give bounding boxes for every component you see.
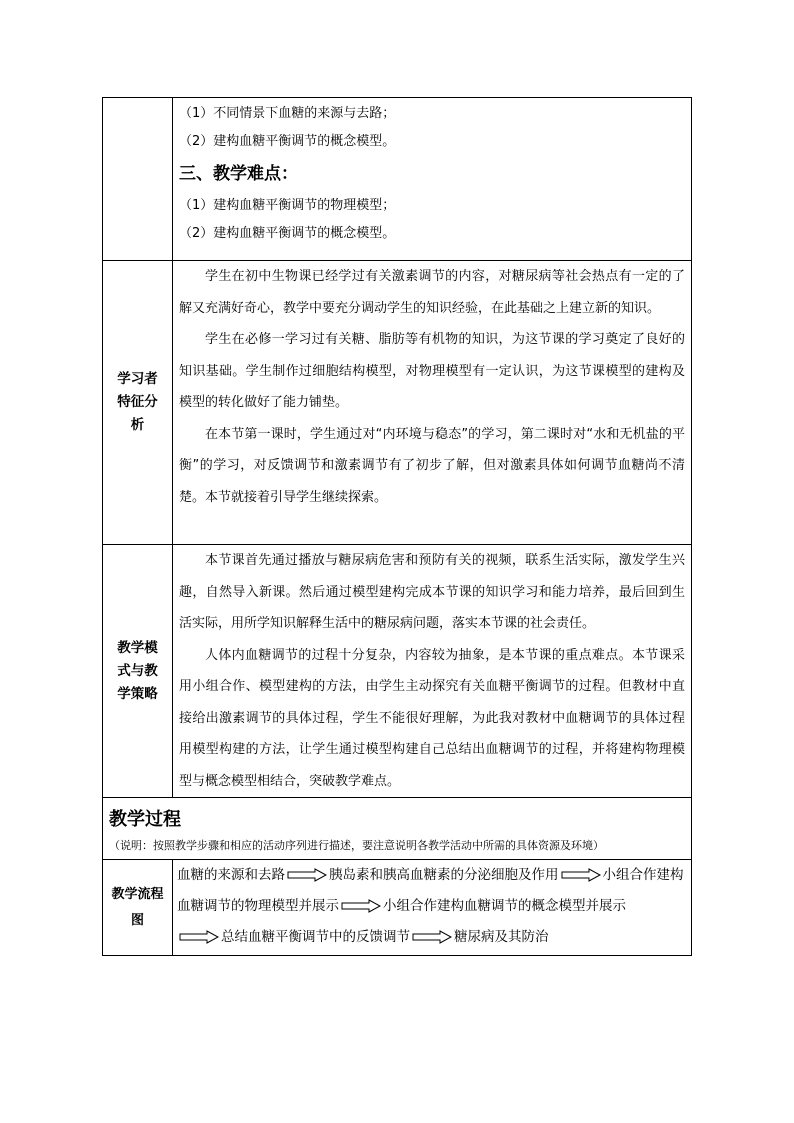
strategy-paragraph-2: 人体内血糖调节的过程十分复杂，内容较为抽象，是本节课的重点难点。本节课采用小组合作、模型建构的方法，由学生主动探究有关血糖平衡调节的过程。但教材中直接给出激素调节的具体过程，学生不能很好理解，为此我对教材中血糖调节的具体过程用模型构建的方法，让学生通过模型构建自己总结出血糖调节的过程，并将建构物理模型与概念模型相结合，突破教学难点。 — [179, 647, 685, 789]
teaching-process-row — [103, 797, 691, 859]
flow-chart-label-cell — [103, 860, 173, 955]
key-points-row — [103, 98, 691, 260]
flow-chart-label: 教学流程图 — [111, 886, 164, 928]
key-point-1: （1）不同情景下血糖的来源与去路； — [179, 106, 396, 121]
flow-step-4: 小组合作建构血糖调节的概念模型并展示 — [383, 898, 626, 914]
teaching-strategy-label-cell — [103, 545, 173, 797]
teaching-process-note: （说明：按照教学步骤和相应的活动序列进行描述，要注意说明各教学活动中所需的具体资源及环境） — [109, 839, 604, 852]
flow-arrow-icon — [179, 930, 219, 944]
flow-chart-content — [173, 860, 691, 955]
learner-paragraph-1: 学生在初中生物课已经学过有关激素调节的内容，对糖尿病等社会热点有一定的了解又充满好奇心，教学中要充分调动学生的知识经验，在此基础之上建立新的知识。 — [179, 269, 685, 316]
flow-step-3: 小组合作建构血糖调节的物理模型并展示 — [177, 867, 684, 914]
key-point-2: （2）建构血糖平衡调节的概念模型。 — [179, 134, 396, 149]
flow-step-1: 血糖的来源和去路 — [177, 867, 285, 883]
difficulty-1: （1）建构血糖平衡调节的物理模型； — [179, 198, 396, 213]
teaching-strategy-content — [173, 545, 691, 797]
learner-analysis-label: 学习者特征分析 — [117, 371, 158, 433]
strategy-paragraph-1: 本节课首先通过播放与糖尿病危害和预防有关的视频，联系生活实际，激发学生兴趣，自然导入新课。然后通过模型建构完成本节课的知识学习和能力培养，最后回到生活实际，用所学知识解释生活中的糖尿病问题，落实本节课的社会责任。 — [179, 553, 685, 631]
flow-step-6: 糖尿病及其防治 — [454, 929, 549, 945]
flow-step-2: 胰岛素和胰高血糖素的分泌细胞及作用 — [329, 867, 559, 883]
flow-chart-row — [103, 859, 691, 955]
learner-paragraph-2: 学生在必修一学习过有关糖、脂肪等有机物的知识，为这节课的学习奠定了良好的知识基础。学生制作过细胞结构模型，对物理模型有一定认识，为这节课模型的建构及模型的转化做好了能力铺垫。 — [179, 332, 685, 410]
teaching-strategy-label: 教学模式与教学策略 — [117, 639, 158, 702]
key-points-content — [173, 98, 691, 260]
flow-step-5: 总结血糖平衡调节中的反馈调节 — [221, 929, 410, 945]
lesson-plan-table — [102, 97, 692, 956]
teaching-strategy-row — [103, 544, 691, 797]
teaching-process-title: 教学过程 — [109, 809, 181, 830]
key-points-label-cell — [103, 98, 173, 260]
flow-arrow-icon — [287, 868, 327, 882]
flow-arrow-icon — [341, 899, 381, 913]
difficulty-2: （2）建构血糖平衡调节的概念模型。 — [179, 226, 396, 241]
learner-analysis-content — [173, 261, 691, 544]
learner-analysis-label-cell — [103, 261, 173, 544]
flow-arrow-icon — [561, 868, 601, 882]
flow-arrow-icon — [412, 930, 452, 944]
learner-analysis-row — [103, 260, 691, 544]
learner-paragraph-3: 在本节第一课时，学生通过对“内环境与稳态”的学习，第二课时对“水和无机盐的平衡”的学习，对反馈调节和激素调节有了初步了解，但对激素具体如何调节血糖尚不清楚。本节就接着引导学生继续探索。 — [179, 426, 685, 505]
difficulties-heading: 三、教学难点： — [179, 164, 298, 184]
teaching-process-header — [103, 798, 610, 859]
